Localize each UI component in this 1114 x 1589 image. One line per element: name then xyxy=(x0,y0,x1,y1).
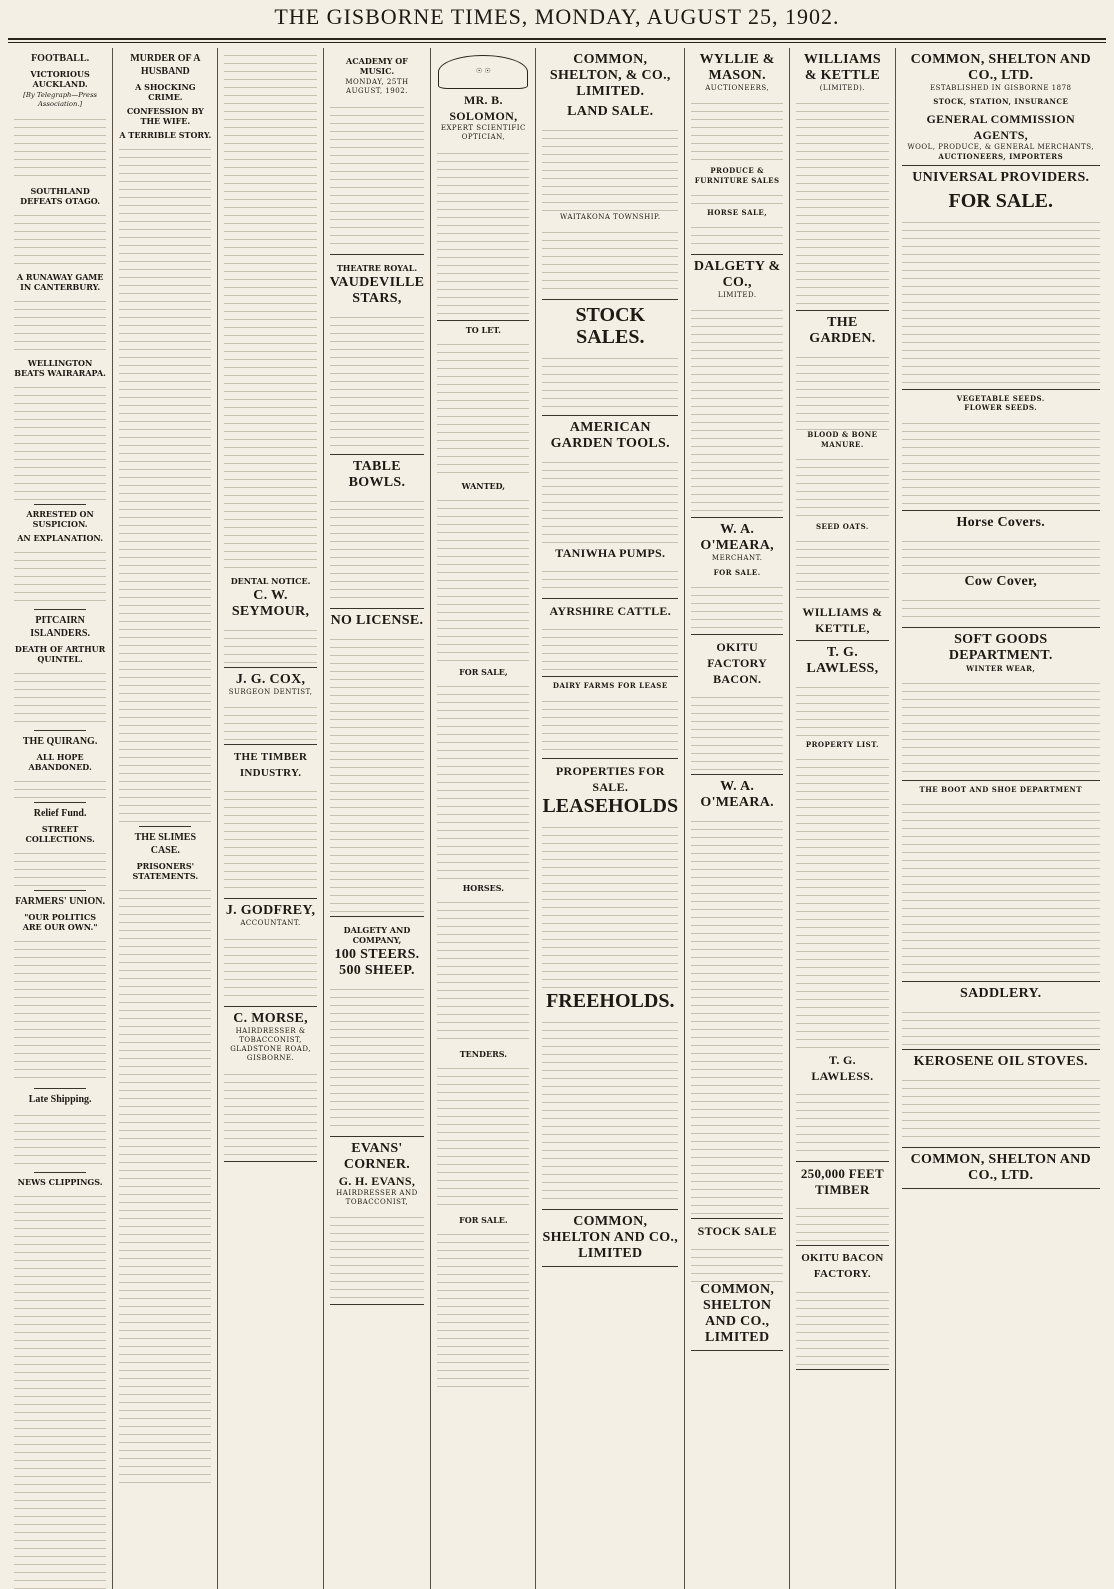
ad-title: FOR SALE. xyxy=(948,190,1053,213)
ad-title: 250,000 FEET TIMBER xyxy=(800,1166,884,1198)
ad-title: STOCK SALES. xyxy=(575,304,646,349)
ad-text xyxy=(691,303,783,513)
ad-subtitle: AUCTIONEERS, xyxy=(705,84,770,92)
ad-text xyxy=(224,784,316,894)
advertiser-name: C. W. SEYMOUR, xyxy=(231,588,310,619)
ad-text xyxy=(330,100,425,250)
masthead-rule-thin xyxy=(8,42,1106,43)
article-text xyxy=(224,48,316,568)
dalgety-ad xyxy=(330,917,425,1137)
no-license-ad xyxy=(330,609,425,917)
subheading: ALL HOPE ABANDONED. xyxy=(28,751,92,772)
ad-text xyxy=(330,632,425,912)
ad-title: W. A. O'MEARA. xyxy=(700,779,774,811)
ad-subtitle: SEED OATS. xyxy=(815,521,869,531)
dentist-ad xyxy=(224,668,316,745)
ad-title: COMMON, SHELTON AND CO., LTD. xyxy=(910,1152,1091,1184)
ad-text xyxy=(691,814,783,1214)
ad-text xyxy=(330,1210,425,1300)
ad-subtitle: WINTER WEAR, xyxy=(966,663,1036,673)
subheading: A RUNAWAY GAME IN CANTERBURY. xyxy=(16,271,104,292)
wyllie-mason-ad xyxy=(691,48,783,255)
ad-title: WILLIAMS & KETTLE xyxy=(803,52,881,83)
ad-title: GENERAL COMMISSION AGENTS, xyxy=(926,111,1075,142)
classified-text xyxy=(437,895,529,1045)
ad-text xyxy=(796,350,888,430)
ad-subtitle: ACCOUNTANT. xyxy=(240,919,301,928)
ad-text xyxy=(796,452,888,522)
ad-text xyxy=(330,982,425,1132)
heading: THE SLIMES CASE. xyxy=(134,832,197,856)
seeds-ad xyxy=(902,390,1100,511)
article-text xyxy=(14,545,106,605)
ad-text xyxy=(542,564,678,594)
ad-subtitle: MERCHANT. xyxy=(711,554,763,563)
ad-title: Cow Cover, xyxy=(964,573,1037,589)
article-text xyxy=(14,208,106,268)
common-shelton-ad xyxy=(542,48,678,300)
advertiser-name: C. MORSE, xyxy=(233,1010,308,1026)
okitu-bacon-factory-ad xyxy=(796,1246,888,1370)
classified-text xyxy=(437,337,529,477)
article-text xyxy=(119,142,211,822)
ad-title: STOCK SALE xyxy=(697,1224,777,1239)
ad-text xyxy=(691,96,783,166)
ayrshire-cattle-ad xyxy=(542,599,678,677)
common-shelton-footer-ad xyxy=(902,1148,1100,1189)
ad-subtitle: AUCTIONEERS, IMPORTERS xyxy=(938,151,1064,161)
ad-text xyxy=(796,534,888,604)
ad-title: VAUDEVILLE STARS, xyxy=(329,274,425,306)
classified-text xyxy=(437,1227,529,1387)
ad-title: DAIRY FARMS FOR LEASE xyxy=(552,681,668,691)
ad-text xyxy=(542,225,678,295)
ad-title: COMMON, SHELTON AND CO., LIMITED xyxy=(542,1213,679,1261)
ad-text xyxy=(224,1067,316,1157)
universal-providers-ad xyxy=(902,166,1100,390)
ad-text xyxy=(796,680,888,740)
heading: THEATRE ROYAL. xyxy=(336,262,418,273)
ad-date: MONDAY, 25TH AUGUST, 1902. xyxy=(345,78,409,96)
omeara-merchant-ad xyxy=(691,518,783,635)
oil-stoves-ad xyxy=(902,1050,1100,1148)
subheading: A SHOCKING CRIME. xyxy=(135,82,196,102)
academy-of-music-ad xyxy=(330,48,425,255)
subheading: STREET COLLECTIONS. xyxy=(25,823,95,844)
ad-text xyxy=(902,676,1100,776)
ad-text xyxy=(542,694,678,754)
ad-text xyxy=(796,1087,888,1157)
table-bowls-ad xyxy=(330,455,425,609)
ad-text xyxy=(330,494,425,604)
ad-text xyxy=(902,534,1100,574)
ad-subtitle: HAIRDRESSER AND TOBACCONIST, xyxy=(336,1188,418,1206)
subheading: "OUR POLITICS ARE OUR OWN." xyxy=(22,911,98,932)
ad-subtitle: SURGEON DENTIST, xyxy=(228,688,313,696)
ad-title: COMMON, SHELTON, & CO., LIMITED. xyxy=(549,52,671,99)
ad-text xyxy=(902,1073,1100,1143)
ad-text xyxy=(691,1242,783,1282)
stock-sales-ad xyxy=(542,300,678,416)
ad-subtitle: PROPERTY LIST. xyxy=(805,740,879,750)
garden-tools-ad xyxy=(542,416,678,599)
ad-text xyxy=(224,700,316,740)
boot-shoe-ad xyxy=(902,781,1100,982)
ad-text xyxy=(542,123,678,213)
ad-title: WYLLIE & MASON. xyxy=(699,52,775,83)
ad-text xyxy=(796,1285,888,1365)
ad-text xyxy=(691,188,783,208)
ad-text xyxy=(796,1201,888,1241)
ad-title: Horse Covers. xyxy=(956,514,1046,530)
ad-text xyxy=(796,96,888,306)
ad-text xyxy=(691,220,783,250)
advertiser-name: G. H. EVANS, xyxy=(338,1173,416,1188)
ad-subtitle: PRODUCE & FURNITURE SALES xyxy=(694,166,780,185)
garden-seeds-ad xyxy=(796,311,888,641)
ad-text xyxy=(902,1005,1100,1045)
ad-title: NO LICENSE. xyxy=(330,612,424,628)
ad-subtitle: HORSE SALE, xyxy=(707,207,768,217)
ad-title: PROPERTIES FOR SALE. xyxy=(555,763,665,794)
ad-title: THE GARDEN. xyxy=(809,315,876,347)
column-6 xyxy=(536,48,685,1589)
ad-text xyxy=(902,416,1100,506)
optician-ad xyxy=(437,48,529,321)
ad-text xyxy=(542,351,678,411)
ad-subtitle: VEGETABLE SEEDS. xyxy=(956,394,1045,404)
ad-subtitle: BLOOD & BONE MANURE. xyxy=(807,430,878,449)
heading: Relief Fund. xyxy=(33,807,87,819)
ad-text xyxy=(902,797,1100,977)
heading: Late Shipping. xyxy=(28,1093,92,1105)
dalgety-co-ad xyxy=(691,255,783,518)
classified-text xyxy=(437,493,529,663)
ad-title: THE TIMBER INDUSTRY. xyxy=(233,751,308,780)
properties-ad xyxy=(542,759,678,1210)
ad-subtitle: HAIRDRESSER & TOBACCONIST, xyxy=(235,1026,306,1044)
article-text xyxy=(14,846,106,886)
heading: HORSES. xyxy=(462,882,505,893)
horse-covers-ad xyxy=(902,511,1100,628)
ad-text xyxy=(224,932,316,1002)
ad-title: SOFT GOODS DEPARTMENT. xyxy=(948,631,1053,663)
heading: TENDERS. xyxy=(459,1048,508,1059)
timber-ad xyxy=(224,745,316,899)
ad-title: T. G. LAWLESS. xyxy=(811,1053,874,1084)
ad-title: W. A. O'MEARA, xyxy=(700,522,774,554)
ad-text xyxy=(542,820,678,990)
subheading: CONFESSION BY THE WIFE. xyxy=(126,106,204,126)
ad-title: OKITU BACON FACTORY. xyxy=(801,1252,884,1281)
ad-subtitle: WOOL, PRODUCE, & GENERAL MERCHANTS, xyxy=(907,142,1095,151)
heading: FARMERS' UNION. xyxy=(15,895,106,907)
williams-kettle-ad xyxy=(796,48,888,311)
advertiser-name: J. G. COX, xyxy=(235,672,306,687)
ad-text xyxy=(796,752,888,1052)
masthead-rule xyxy=(8,38,1106,40)
classified-text xyxy=(437,679,529,879)
ad-title: T. G. LAWLESS, xyxy=(806,645,879,677)
ad-text xyxy=(542,1015,678,1205)
ad-text xyxy=(691,690,783,770)
subheading: PRISONERS' STATEMENTS. xyxy=(132,861,199,881)
ad-text xyxy=(542,622,678,672)
article-text xyxy=(14,1108,106,1168)
common-shelton-header-ad xyxy=(902,48,1100,166)
ad-subtitle: ESTABLISHED IN GISBORNE 1878 xyxy=(930,84,1072,92)
advertiser-name: MR. B. SOLOMON, xyxy=(449,93,518,123)
article-text xyxy=(14,380,106,500)
theatre-royal-ad xyxy=(330,255,425,455)
heading: FOR SALE, xyxy=(459,666,508,677)
column-8 xyxy=(790,48,895,1589)
ad-title: LAND SALE. xyxy=(567,104,654,119)
ad-title: 100 STEERS. 500 SHEEP. xyxy=(334,946,420,978)
omeara-mortgage-ad xyxy=(691,775,783,1219)
ad-title: AMERICAN GARDEN TOOLS. xyxy=(550,420,670,452)
byline: [By Telegraph—Press Association.] xyxy=(23,91,98,109)
ad-text xyxy=(330,310,425,450)
ad-title: DALGETY & CO., xyxy=(693,259,781,291)
ad-subtitle: STOCK, STATION, INSURANCE xyxy=(933,97,1069,107)
lawless-ad xyxy=(796,641,888,1162)
ad-subtitle: EXPERT SCIENTIFIC OPTICIAN, xyxy=(440,124,526,142)
subheading: VICTORIOUS AUCKLAND. xyxy=(30,69,90,89)
masthead xyxy=(0,0,1114,40)
column-9 xyxy=(896,48,1106,1589)
ad-text xyxy=(691,580,783,630)
ad-subtitle: LIMITED. xyxy=(717,291,757,300)
heading: WANTED, xyxy=(461,480,506,491)
hairdresser-ad xyxy=(224,1007,316,1162)
spectacles-emblem: ☉ ☉ xyxy=(438,55,528,89)
classified-text xyxy=(437,1061,529,1211)
ad-title: COMMON, SHELTON AND CO., LIMITED xyxy=(700,1282,775,1346)
heading: THE QUIRANG. xyxy=(22,735,98,747)
article-text xyxy=(14,666,106,726)
heading: DENTAL NOTICE. xyxy=(230,576,311,586)
ad-title: LEASEHOLDS xyxy=(542,794,679,817)
ad-subtitle: (LIMITED). xyxy=(819,84,866,92)
ad-text xyxy=(902,215,1100,385)
column-5 xyxy=(431,48,536,1589)
subheading: NEWS CLIPPINGS. xyxy=(17,1176,103,1187)
subheading: WELLINGTON BEATS WAIRARAPA. xyxy=(14,357,106,378)
dental-notice-ad xyxy=(224,568,316,668)
article-text xyxy=(14,774,106,798)
heading: DALGETY AND COMPANY, xyxy=(343,924,411,945)
ad-subtitle: FOR SALE. xyxy=(713,567,761,577)
ad-subtitle: FLOWER SEEDS. xyxy=(964,403,1038,413)
ad-address: GLADSTONE ROAD, GISBORNE. xyxy=(230,1045,311,1063)
common-shelton-footer-ad xyxy=(542,1210,678,1267)
ad-subtitle: THE BOOT AND SHOE DEPARTMENT xyxy=(919,785,1083,795)
ad-title: FREEHOLDS. xyxy=(546,989,675,1012)
ad-title: OKITU FACTORY BACON. xyxy=(707,640,768,687)
ad-title: EVANS' CORNER. xyxy=(343,1140,411,1172)
column-1 xyxy=(8,48,113,1589)
article-text xyxy=(14,1189,106,1589)
newspaper-title: THE GISBORNE TIMES, MONDAY, AUGUST 25, 1902. xyxy=(274,4,840,29)
evans-corner-ad xyxy=(330,1137,425,1306)
ad-title: KEROSENE OIL STOVES. xyxy=(913,1054,1088,1070)
advertiser-name: J. GODFREY, xyxy=(225,903,316,919)
ad-title: COMMON, SHELTON AND CO., LTD. xyxy=(910,52,1091,83)
saddlery-ad xyxy=(902,982,1100,1050)
article-text xyxy=(14,112,106,182)
accountant-ad xyxy=(224,899,316,1006)
ad-title: TANIWHA PUMPS. xyxy=(555,546,666,561)
ad-title: WILLIAMS & KETTLE, xyxy=(802,605,883,636)
column-7 xyxy=(685,48,790,1589)
ad-subtitle: WAITAKONA TOWNSHIP. xyxy=(559,213,661,221)
subheading: ARRESTED ON SUSPICION. xyxy=(26,508,94,529)
column-3 xyxy=(218,48,323,1589)
dairy-farms-ad xyxy=(542,677,678,758)
ad-text xyxy=(542,455,678,545)
article-text xyxy=(119,883,211,1483)
ad-title: AYRSHIRE CATTLE. xyxy=(549,604,672,619)
ad-title: TABLE BOWLS. xyxy=(348,458,406,490)
subheading: A TERRIBLE STORY. xyxy=(119,130,212,140)
ad-text xyxy=(902,593,1100,623)
heading: MURDER OF A HUSBAND xyxy=(130,53,201,77)
ad-text xyxy=(437,146,529,316)
subheading: SOUTHLAND DEFEATS OTAGO. xyxy=(20,185,101,206)
article-text xyxy=(14,294,106,354)
stock-sale-ad xyxy=(691,1219,783,1351)
newspaper-columns xyxy=(8,48,1106,1440)
column-2 xyxy=(113,48,218,1589)
heading: PITCAIRN ISLANDERS. xyxy=(30,614,90,639)
heading: TO LET. xyxy=(465,324,501,335)
okitu-bacon-ad xyxy=(691,635,783,775)
subheading: DEATH OF ARTHUR QUINTEL. xyxy=(14,643,106,664)
heading: FOOTBALL. xyxy=(31,53,90,64)
ad-text xyxy=(224,623,316,663)
subheading: AN EXPLANATION. xyxy=(17,532,103,543)
heading: FOR SALE. xyxy=(459,1214,508,1225)
timber-ad xyxy=(796,1162,888,1246)
column-4 xyxy=(324,48,432,1589)
ad-title: UNIVERSAL PROVIDERS. xyxy=(912,170,1090,186)
ad-title: SADDLERY. xyxy=(960,986,1042,1002)
heading: ACADEMY OF MUSIC. xyxy=(346,56,408,76)
soft-goods-ad xyxy=(902,628,1100,781)
article-text xyxy=(14,934,106,1084)
